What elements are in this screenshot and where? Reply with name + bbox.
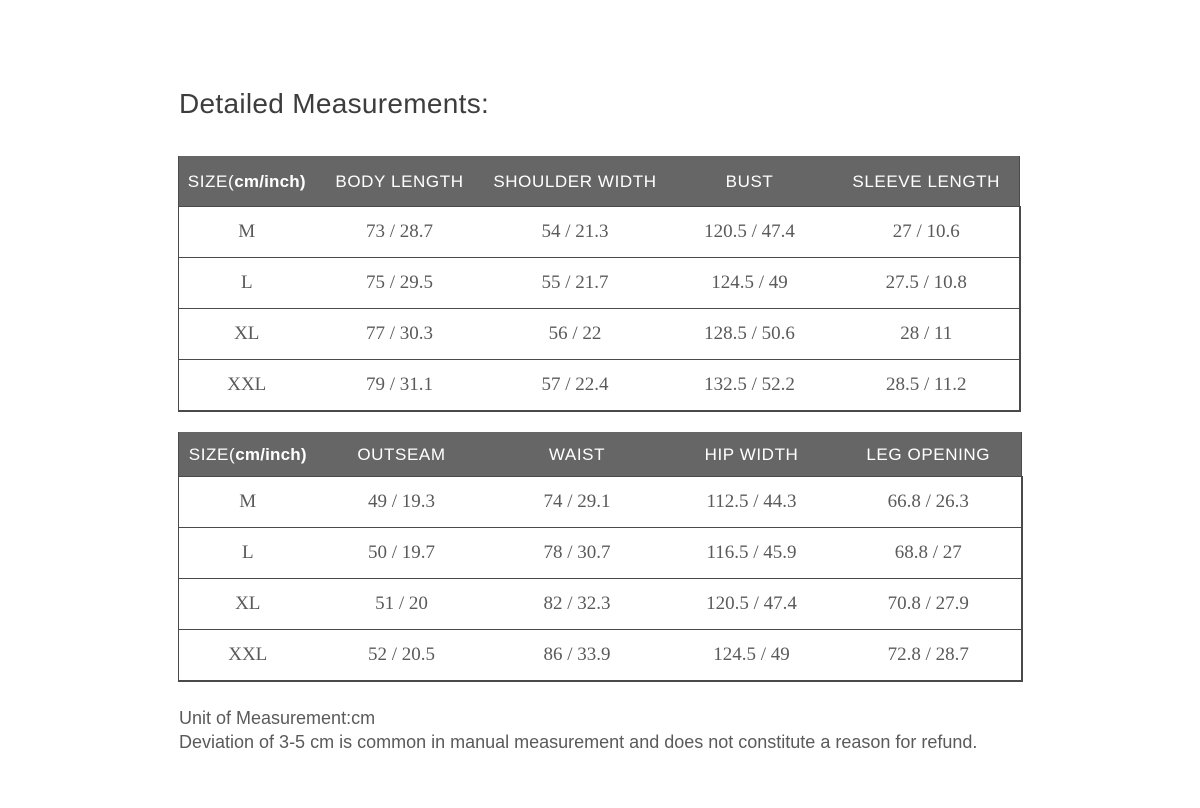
sleeve-length-cell: 27.5 / 10.8 [834, 258, 1020, 309]
shoulder-width-cell: 55 / 21.7 [485, 258, 666, 309]
size-cell: XL [179, 579, 317, 630]
body-length-cell: 79 / 31.1 [315, 360, 485, 411]
bust-cell: 128.5 / 50.6 [666, 309, 834, 360]
sleeve-length-cell: 28.5 / 11.2 [834, 360, 1020, 411]
sleeve-length-cell: 28 / 11 [834, 309, 1020, 360]
bust-cell: 124.5 / 49 [666, 258, 834, 309]
size-cell: M [239, 491, 257, 512]
table-row [179, 360, 1020, 411]
waist-cell: 82 / 32.3 [487, 579, 668, 630]
size-column-header [179, 156, 315, 207]
size-cell: XXL [179, 360, 315, 411]
outseam-cell: 49 / 19.3 [367, 491, 436, 512]
unit-note: Unit of Measurement:cm [179, 708, 376, 728]
column-header-body-length: BODY LENGTH [315, 156, 485, 207]
outseam-cell: 50 / 19.7 [317, 528, 487, 579]
size-cell: M [238, 221, 256, 242]
outseam-cell: 51 / 20 [317, 579, 487, 630]
shoulder-width-cell: 54 / 21.3 [541, 221, 609, 242]
leg-opening-cell: 68.8 / 27 [836, 528, 1022, 579]
shoulder-width-cell: 57 / 22.4 [485, 360, 666, 411]
hip-width-cell: 116.5 / 45.9 [668, 528, 836, 579]
hip-width-cell: 112.5 / 44.3 [706, 491, 797, 512]
table-row [179, 630, 1022, 681]
column-header-bust: BUST [666, 156, 834, 207]
size-cell: L [179, 258, 315, 309]
table-row [179, 528, 1022, 579]
leg-opening-cell: 70.8 / 27.9 [836, 579, 1022, 630]
column-header-hip-width: HIP WIDTH [668, 432, 836, 477]
size-header-unit: cm/inch) [234, 171, 306, 191]
hip-width-cell: 124.5 / 49 [668, 630, 836, 681]
size-header-unit: cm/inch) [235, 444, 307, 464]
table-header-row [179, 432, 1022, 477]
table-row [179, 579, 1022, 630]
body-length-cell: 73 / 28.7 [365, 221, 434, 242]
leg-opening-cell: 66.8 / 26.3 [887, 491, 969, 512]
outseam-cell: 52 / 20.5 [317, 630, 487, 681]
table-row [179, 207, 1020, 258]
table-row [179, 258, 1020, 309]
size-cell: XXL [179, 630, 317, 681]
table-header-row [179, 156, 1020, 207]
table-row [179, 477, 1022, 528]
body-length-cell: 77 / 30.3 [315, 309, 485, 360]
column-header-shoulder-width: SHOULDER WIDTH [485, 156, 666, 207]
size-header-prefix: SIZE( [187, 171, 235, 191]
column-header-waist: WAIST [487, 432, 668, 477]
size-cell: L [179, 528, 317, 579]
column-header-leg-opening: LEG OPENING [836, 432, 1022, 477]
leg-opening-cell: 72.8 / 28.7 [836, 630, 1022, 681]
top-measurement-table [178, 156, 1020, 411]
page-title: Detailed Measurements: [179, 88, 490, 119]
body-length-cell: 75 / 29.5 [315, 258, 485, 309]
waist-cell: 86 / 33.9 [487, 630, 668, 681]
bottom-measurement-table [178, 432, 1022, 681]
size-column-header [179, 432, 317, 477]
deviation-note: Deviation of 3-5 cm is common in manual measurement and does not constitute a reason for refund. [179, 732, 978, 752]
shoulder-width-cell: 56 / 22 [485, 309, 666, 360]
hip-width-cell: 120.5 / 47.4 [668, 579, 836, 630]
bust-cell: 120.5 / 47.4 [704, 221, 795, 242]
column-header-sleeve-length: SLEEVE LENGTH [834, 156, 1020, 207]
sleeve-length-cell: 27 / 10.6 [892, 221, 960, 242]
size-cell: XL [179, 309, 315, 360]
waist-cell: 74 / 29.1 [543, 491, 611, 512]
table-row [179, 309, 1020, 360]
column-header-outseam: OUTSEAM [317, 432, 487, 477]
waist-cell: 78 / 30.7 [487, 528, 668, 579]
bust-cell: 132.5 / 52.2 [666, 360, 834, 411]
measurement-notes [179, 706, 977, 754]
size-header-prefix: SIZE( [188, 444, 236, 464]
